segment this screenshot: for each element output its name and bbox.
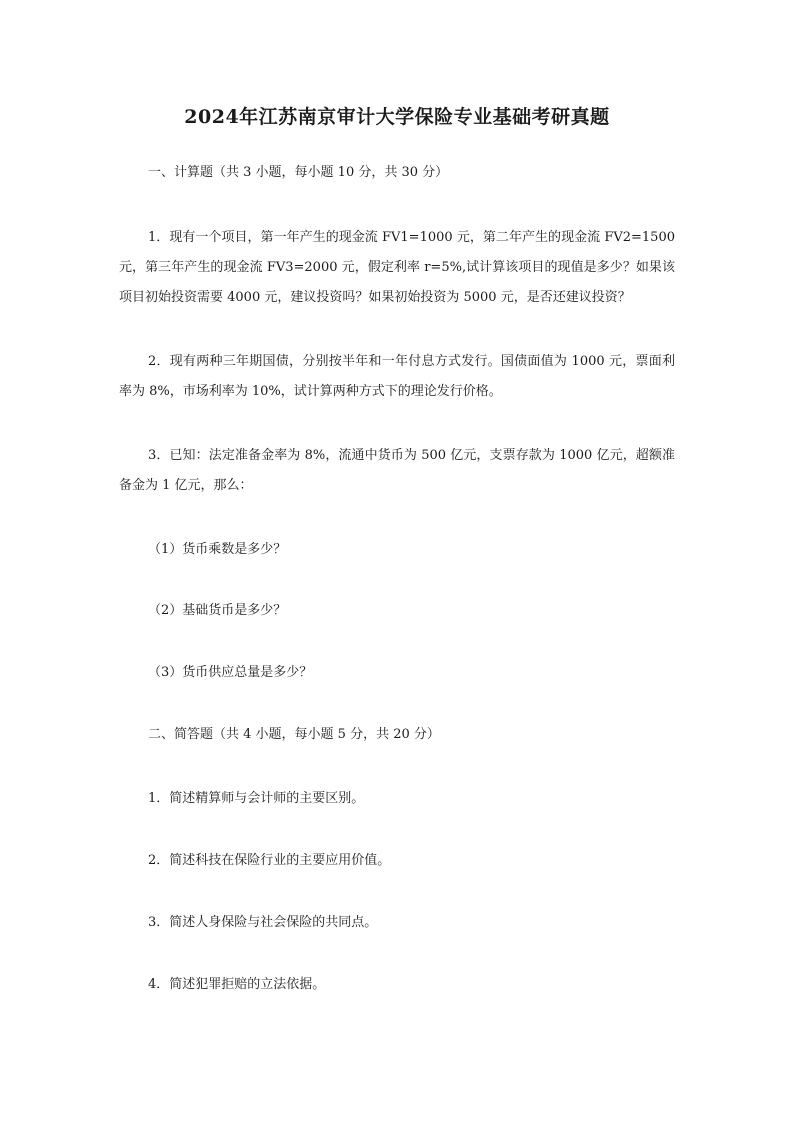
question-short-4: 4．简述犯罪拒赔的立法依据。 xyxy=(148,977,326,992)
question-calc-2: 2．现有两种三年期国债，分别按半年和一年付息方式发行。国债面值为 1000 元，票面利率为 8%，市场利率为 10%，试计算两种方式下的理论发行价格。 xyxy=(119,354,675,399)
page-title: 2024年江苏南京审计大学保险专业基础考研真题 xyxy=(184,106,610,128)
section-heading-calculation: 一、计算题（共 3 小题，每小题 10 分，共 30 分） xyxy=(148,165,449,180)
subquestion-2: （2）基础货币是多少？ xyxy=(148,603,287,618)
question-short-2: 2．简述科技在保险行业的主要应用价值。 xyxy=(148,853,391,868)
question-calc-3: 3．已知：法定准备金率为 8%，流通中货币为 500 亿元，支票存款为 1000 亿元，超额准备金为 1 亿元，那么： xyxy=(119,448,675,493)
question-short-1: 1．简述精算师与会计师的主要区别。 xyxy=(148,791,365,806)
section-heading-short-answer: 二、简答题（共 4 小题，每小题 5 分，共 20 分） xyxy=(148,727,440,742)
subquestion-1: （1）货币乘数是多少？ xyxy=(148,542,287,557)
question-short-3: 3．简述人身保险与社会保险的共同点。 xyxy=(148,915,378,930)
question-calc-1: 1．现有一个项目，第一年产生的现金流 FV1=1000 元，第二年产生的现金流 FV2=1500 元，第三年产生的现金流 FV3=2000 元，假定利率 r=5%,试计算该项目的现值是多少？如果该项目初始投资需要 4000 元，建议投资吗？如果初始投资为 5000 元，是否还建议投资？ xyxy=(119,230,675,305)
subquestion-3: （3）货币供应总量是多少？ xyxy=(148,665,313,680)
